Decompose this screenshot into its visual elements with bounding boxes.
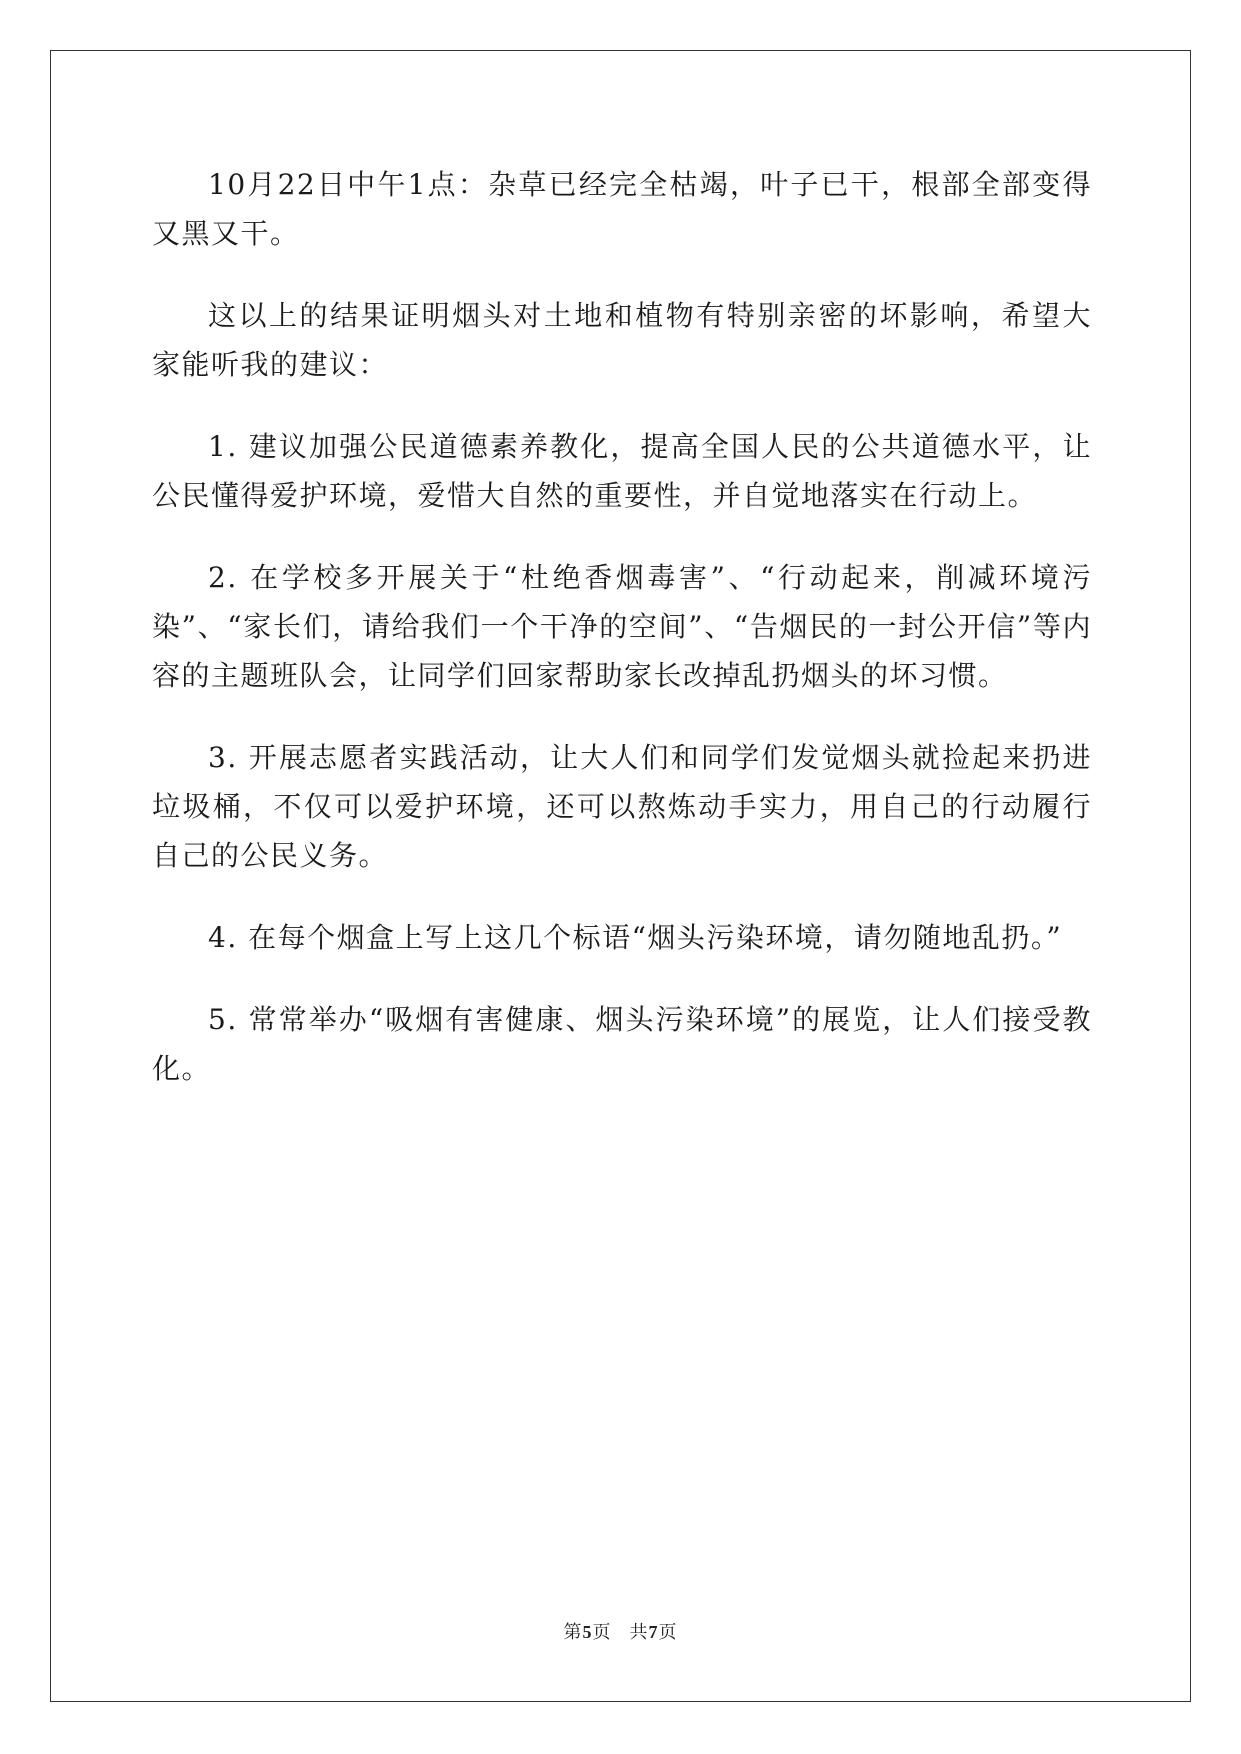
paragraph-conclusion: 这以上的结果证明烟头对土地和植物有特别亲密的坏影响，希望大家能听我的建议： — [152, 299, 1092, 381]
paragraph-suggestion-1: 1. 建议加强公民道德素养教化，提高全国人民的公共道德水平，让公民懂得爱护环境，爱惜大自然的重要性，并自觉地落实在行动上。 — [152, 430, 1092, 512]
paragraph-suggestion-2: 2. 在学校多开展关于“杜绝香烟毒害”、“行动起来，削减环境污染”、“家长们，请给我们一个干净的空间”、“告烟民的一封公开信”等内容的主题班队会，让同学们回家帮助家长改掉乱扔烟头的坏习惯。 — [152, 561, 1092, 692]
page-number: 5 — [582, 1622, 593, 1642]
total-suffix: 页 — [658, 1622, 678, 1643]
paragraph-suggestion-3: 3. 开展志愿者实践活动，让大人们和同学们发觉烟头就捡起来扔进垃圾桶，不仅可以爱护环境，还可以熬炼动手实力，用自己的行动履行自己的公民义务。 — [152, 741, 1092, 872]
total-prefix: 共 — [629, 1622, 649, 1643]
paragraph-suggestion-4: 4. 在每个烟盒上写上这几个标语“烟头污染环境，请勿随地乱扔。” — [208, 921, 1063, 954]
document-body — [152, 160, 1092, 1126]
total-pages: 7 — [648, 1622, 659, 1642]
page-footer — [0, 1618, 1241, 1644]
page-suffix: 页 — [592, 1622, 612, 1643]
page-prefix: 第 — [563, 1622, 583, 1643]
paragraph-observation: 10月22日中午1点：杂草已经完全枯竭，叶子已干，根部全部变得又黑又干。 — [152, 168, 1092, 250]
paragraph-suggestion-5: 5. 常常举办“吸烟有害健康、烟头污染环境”的展览，让人们接受教化。 — [152, 1003, 1092, 1085]
